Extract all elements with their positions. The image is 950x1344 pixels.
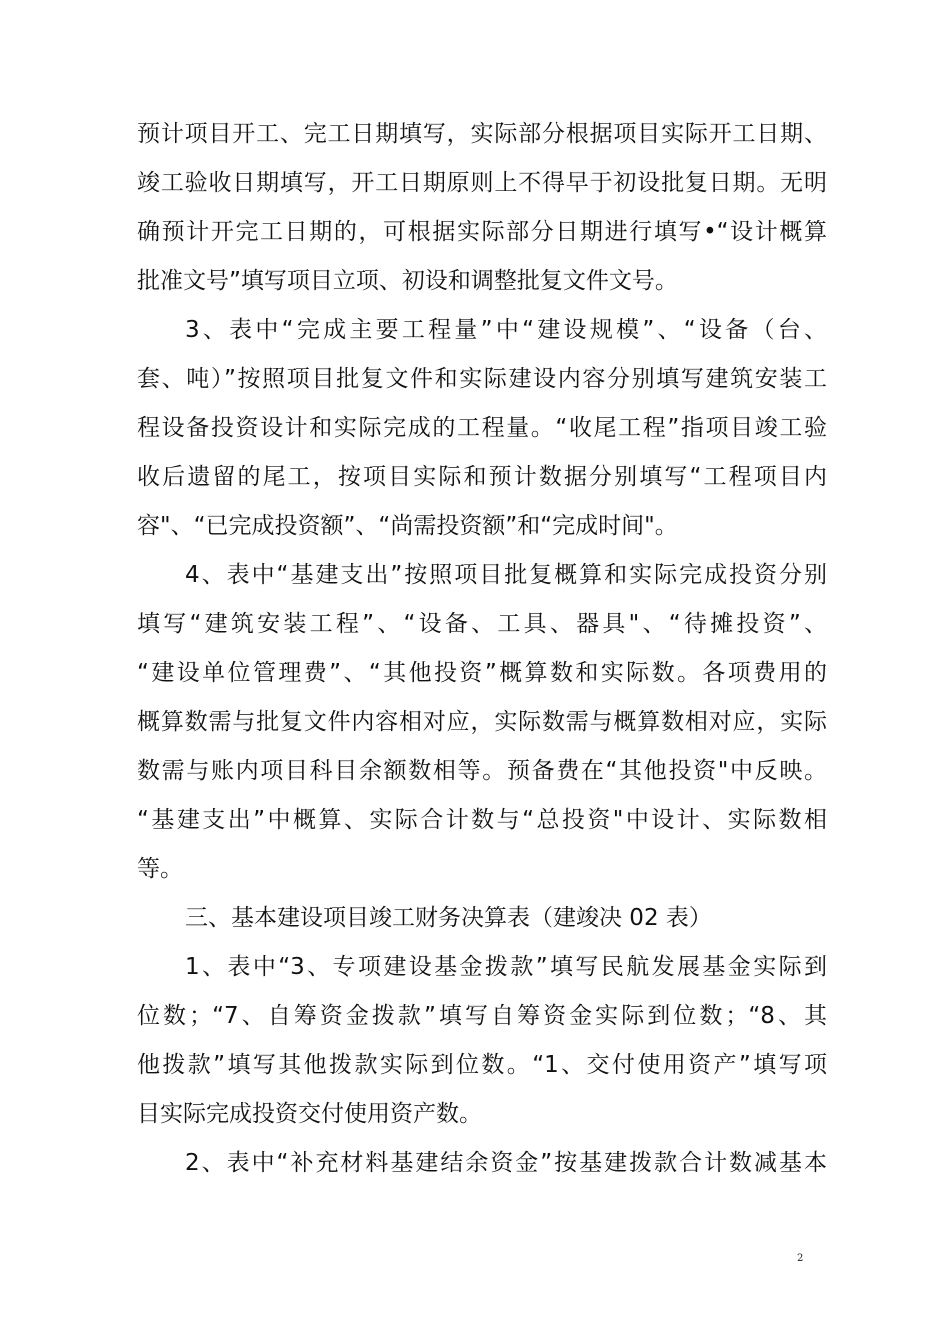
text-line: 确预计开完工日期的，可根据实际部分日期进行填写•“设计概算	[137, 219, 827, 245]
text-line: 程设备投资设计和实际完成的工程量。“收尾工程”指项目竣工验	[137, 415, 827, 441]
text-line: 2、表中“补充材料基建结余资金”按基建拨款合计数减基本	[185, 1150, 827, 1176]
text-line: 预计项目开工、完工日期填写，实际部分根据项目实际开工日期、	[137, 121, 827, 147]
text-line: 位数；“7、自筹资金拨款”填写自筹资金实际到位数；“8、其	[137, 1003, 827, 1029]
text-line: 1、表中“3、专项建设基金拨款”填写民航发展基金实际到	[185, 954, 827, 980]
text-line: 填写“建筑安装工程”、“设备、工具、器具"、“待摊投资”、	[137, 611, 827, 637]
text-line: 竣工验收日期填写，开工日期原则上不得早于初设批复日期。无明	[137, 170, 827, 196]
page-number: 2	[797, 1253, 804, 1264]
text-line: 3、表中“完成主要工程量”中“建设规模”、“设备（台、	[185, 317, 827, 343]
section-heading: 三、基本建设项目竣工财务决算表（建竣决 02 表）	[185, 905, 712, 931]
text-line: 容"、“已完成投资额”、“尚需投资额”和“完成时间"。	[137, 513, 678, 539]
text-line: “建设单位管理费”、“其他投资”概算数和实际数。各项费用的	[137, 660, 827, 686]
text-line: 他拨款”填写其他拨款实际到位数。“1、交付使用资产”填写项	[137, 1052, 827, 1078]
text-line: 目实际完成投资交付使用资产数。	[137, 1101, 482, 1127]
text-line: 等。	[137, 856, 183, 882]
text-line: 概算数需与批复文件内容相对应，实际数需与概算数相对应，实际	[137, 709, 827, 735]
text-line: “基建支出”中概算、实际合计数与“总投资"中设计、实际数相	[137, 807, 827, 833]
text-line: 4、表中“基建支出”按照项目批复概算和实际完成投资分别	[185, 562, 827, 588]
text-line: 数需与账内项目科目余额数相等。预备费在“其他投资"中反映。	[137, 758, 827, 784]
text-line: 批准文号”填写项目立项、初设和调整批复文件文号。	[137, 268, 678, 294]
text-line: 套、吨）”按照项目批复文件和实际建设内容分别填写建筑安装工	[137, 366, 827, 392]
text-line: 收后遗留的尾工，按项目实际和预计数据分别填写“工程项目内	[137, 464, 827, 490]
